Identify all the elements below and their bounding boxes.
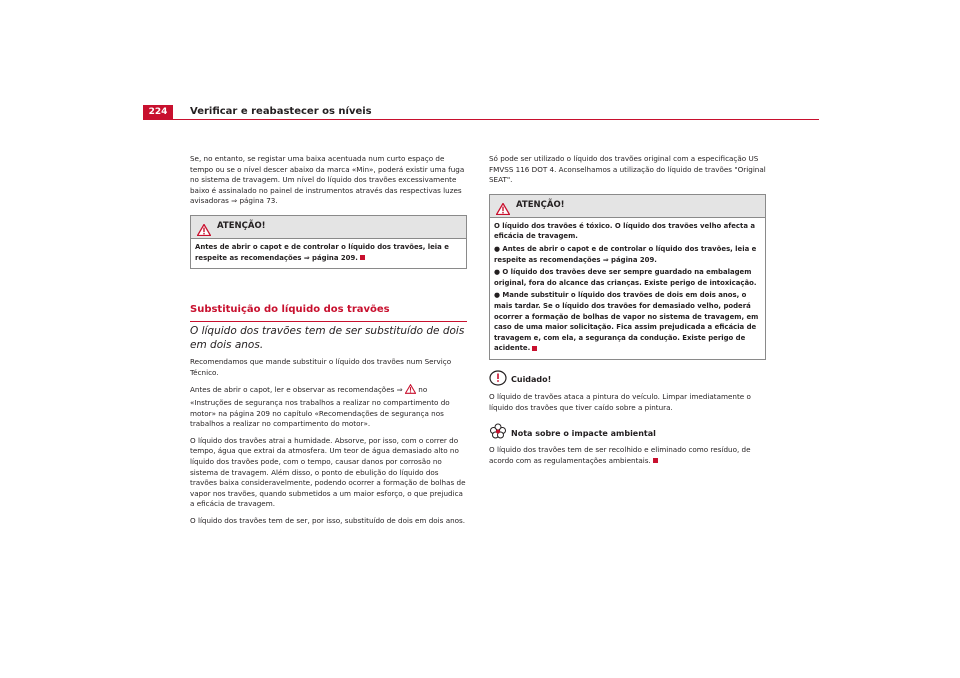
section-rule bbox=[190, 321, 467, 322]
caution-text: O líquido de travões ataca a pintura do veículo. Limpar imediatamente o líquido dos travões que tiver caído sobre a pintura. bbox=[489, 391, 751, 412]
caution-title: Cuidado! bbox=[511, 375, 552, 385]
warning-bullet-2: ● O líquido dos travões deve ser sempre guardado na embalagem original, fora do alcance das crianças. Existe perigo de intoxicação. bbox=[494, 268, 757, 287]
paragraph-1: Recomendamos que mande substituir o líquido dos travões num Serviço Técnico. bbox=[190, 357, 452, 377]
warning-triangle-icon bbox=[405, 384, 416, 398]
header-rule bbox=[143, 119, 819, 120]
warning-box-header bbox=[191, 216, 466, 238]
warning-bullet-3: ● Mande substituir o líquido dos travões de dois em dois anos, o mais tardar. Se o líquido dos travões for demasiado velho, poderá ocorrer a formação de bolhas de vapor no sistema de travagem, em caso de uma maior solicitação. Fica assim prejudicada a eficácia de travagem e, com ela, a segurança da condução. Existe perigo de acidente. bbox=[494, 291, 759, 353]
warning-box-header bbox=[490, 195, 765, 217]
flower-icon bbox=[489, 423, 507, 443]
right-column bbox=[489, 154, 766, 472]
exclamation-circle-icon bbox=[489, 370, 507, 390]
end-marker-icon bbox=[653, 458, 658, 463]
warning-lead: O líquido dos travões é tóxico. O líquido dos travões velho afecta a eficácia de travagem. bbox=[494, 221, 756, 241]
environment-header bbox=[489, 423, 766, 443]
warning-triangle-icon bbox=[197, 221, 211, 240]
end-marker-icon bbox=[360, 255, 365, 260]
section-subtitle: O líquido dos travões tem de ser substituído de dois em dois anos. bbox=[190, 325, 465, 352]
bullet-icon: ● bbox=[494, 244, 503, 253]
caution-header bbox=[489, 370, 766, 390]
paragraph-4: O líquido dos travões tem de ser, por isso, substituído de dois em dois anos. bbox=[190, 515, 466, 525]
bullet-icon: ● bbox=[494, 291, 503, 300]
page-number: 224 bbox=[143, 105, 173, 119]
end-marker-icon bbox=[532, 346, 537, 351]
section-title: Substituição do líquido dos travões bbox=[190, 304, 390, 316]
warning-text: Antes de abrir o capot e de controlar o líquido dos travões, leia e respeite as recomendações ⇒ página 209. bbox=[195, 242, 449, 262]
left-column bbox=[190, 154, 467, 532]
warning-box-right bbox=[489, 194, 766, 360]
right-intro: Só pode ser utilizado o líquido dos travões original com a especificação US FMVSS 116 DOT 4. Aconselhamos a utilização do líquido de travões "Original SEAT". bbox=[489, 154, 766, 185]
environment-text: O líquido dos travões tem de ser recolhido e eliminado como resíduo, de acordo com as regulamentações ambientais. bbox=[489, 445, 751, 465]
left-intro: Se, no entanto, se registar uma baixa acentuada num curto espaço de tempo ou se o nível descer abaixo da marca «Min», poderá existir uma fuga no sistema de travagem. Um nível do líquido dos travões excessivamente baixo é assinalado no painel de instrumentos através das respectivas luzes avisadoras ⇒ página 73. bbox=[190, 154, 465, 206]
warning-bullet-1: ● Antes de abrir o capot e de controlar o líquido dos travões, leia e respeite as recomendações ⇒ página 209. bbox=[494, 244, 757, 264]
bullet-icon: ● bbox=[494, 268, 503, 277]
page-header-title: Verificar e reabastecer os níveis bbox=[190, 106, 372, 117]
warning-title: ATENÇÃO! bbox=[217, 220, 266, 231]
warning-box-body bbox=[490, 217, 765, 359]
warning-box-body bbox=[191, 238, 466, 268]
paragraph-2: Antes de abrir o capot, ler e observar as recomendações ⇒ no «Instruções de segurança nos trabalhos a realizar no compartimento do motor» na página 209 no capítulo «Recomendações de segurança nos trabalhos a realizar no compartimento do motor». bbox=[190, 385, 450, 429]
paragraph-3: O líquido dos travões atrai a humidade. Absorve, por isso, com o correr do tempo, água que extrai da atmosfera. Um teor de água demasiado alto no líquido dos travões pode, com o tempo, causar danos por corrosão no sistema de travagem. Além disso, o ponto de ebulição do líquido dos travões baixa consideravelmente, podendo ocorrer a formação de bolhas de vapor nos travões, quando submetidos a um maior esforço, o que prejudica a eficácia de travagem. bbox=[190, 435, 466, 509]
warning-title: ATENÇÃO! bbox=[516, 199, 565, 210]
environment-title: Nota sobre o impacte ambiental bbox=[511, 428, 656, 438]
warning-triangle-icon bbox=[496, 200, 510, 219]
warning-box-left bbox=[190, 215, 467, 269]
